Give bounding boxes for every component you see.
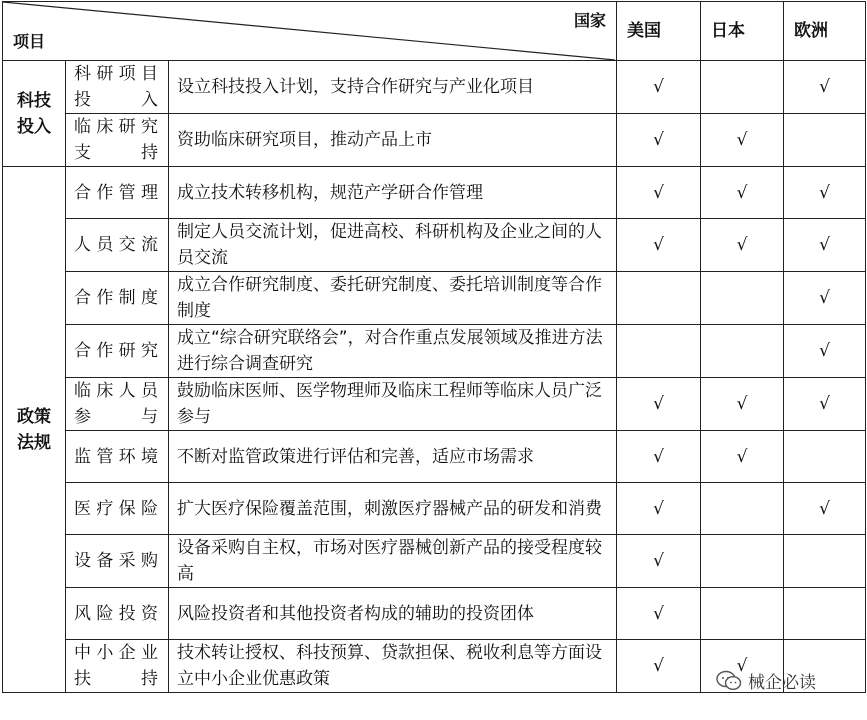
check-cell-usa bbox=[617, 325, 701, 378]
check-cell-europe bbox=[784, 114, 866, 167]
table-row bbox=[3, 167, 866, 219]
check-cell-japan bbox=[701, 483, 784, 535]
subcategory-cell: 风险投资 bbox=[66, 588, 169, 640]
check-cell-japan bbox=[701, 588, 784, 640]
table-row bbox=[3, 219, 866, 272]
check-cell-japan bbox=[701, 272, 784, 325]
check-cell-usa: √ bbox=[617, 167, 701, 219]
check-cell-europe: √ bbox=[784, 378, 866, 431]
description-cell: 成立技术转移机构，规范产学研合作管理 bbox=[169, 167, 617, 219]
description-cell: 成立“综合研究联络会”，对合作重点发展领域及推进方法进行综合调查研究 bbox=[169, 325, 617, 378]
table-row bbox=[3, 588, 866, 640]
subcategory-cell: 合作管理 bbox=[66, 167, 169, 219]
check-cell-europe: √ bbox=[784, 61, 866, 114]
check-cell-japan bbox=[701, 325, 784, 378]
item-header-label: 项目 bbox=[13, 32, 46, 51]
table-row bbox=[3, 431, 866, 483]
category-cell: 科技 投入 bbox=[3, 61, 66, 167]
subcategory-cell: 中小企业扶持 bbox=[66, 640, 169, 693]
table-row bbox=[3, 535, 866, 588]
check-cell-usa: √ bbox=[617, 588, 701, 640]
description-cell: 设备采购自主权，市场对医疗器械创新产品的接受程度较高 bbox=[169, 535, 617, 588]
subcategory-cell: 临床人员参与 bbox=[66, 378, 169, 431]
check-cell-usa: √ bbox=[617, 431, 701, 483]
subcategory-cell: 设备采购 bbox=[66, 535, 169, 588]
check-cell-usa bbox=[617, 272, 701, 325]
description-cell: 不断对监管政策进行评估和完善，适应市场需求 bbox=[169, 431, 617, 483]
table-row bbox=[3, 272, 866, 325]
subcategory-cell: 人员交流 bbox=[66, 219, 169, 272]
wechat-icon bbox=[716, 670, 742, 692]
check-cell-europe bbox=[784, 588, 866, 640]
description-cell: 鼓励临床医师、医学物理师及临床工程师等临床人员广泛参与 bbox=[169, 378, 617, 431]
check-cell-europe bbox=[784, 431, 866, 483]
subcategory-cell: 合作研究 bbox=[66, 325, 169, 378]
description-cell: 风险投资者和其他投资者构成的辅助的投资团体 bbox=[169, 588, 617, 640]
watermark bbox=[716, 668, 816, 693]
table-row bbox=[3, 61, 866, 114]
check-cell-japan: √ bbox=[701, 219, 784, 272]
table-row bbox=[3, 378, 866, 431]
diagonal-header-cell bbox=[3, 2, 617, 61]
category-cell: 政策 法规 bbox=[3, 167, 66, 693]
check-cell-usa: √ bbox=[617, 483, 701, 535]
check-cell-europe: √ bbox=[784, 483, 866, 535]
country-header-label: 国家 bbox=[574, 11, 607, 30]
table-row bbox=[3, 483, 866, 535]
subcategory-cell: 监管环境 bbox=[66, 431, 169, 483]
check-cell-usa: √ bbox=[617, 219, 701, 272]
check-cell-usa: √ bbox=[617, 535, 701, 588]
description-cell: 扩大医疗保险覆盖范围，刺激医疗器械产品的研发和消费 bbox=[169, 483, 617, 535]
watermark-text: 械企必读 bbox=[748, 673, 816, 693]
check-cell-japan: √ bbox=[701, 431, 784, 483]
country-europe: 欧洲 bbox=[784, 2, 866, 61]
description-cell: 资助临床研究项目，推动产品上市 bbox=[169, 114, 617, 167]
header-row bbox=[3, 2, 866, 61]
country-japan: 日本 bbox=[701, 2, 784, 61]
check-cell-japan bbox=[701, 535, 784, 588]
check-cell-japan: √ bbox=[701, 378, 784, 431]
check-cell-usa: √ bbox=[617, 114, 701, 167]
check-cell-europe: √ bbox=[784, 325, 866, 378]
description-cell: 设立科技投入计划，支持合作研究与产业化项目 bbox=[169, 61, 617, 114]
check-cell-usa: √ bbox=[617, 378, 701, 431]
description-cell: 技术转让授权、科技预算、贷款担保、税收利息等方面设立中小企业优惠政策 bbox=[169, 640, 617, 693]
description-cell: 成立合作研究制度、委托研究制度、委托培训制度等合作制度 bbox=[169, 272, 617, 325]
check-cell-japan: √ bbox=[701, 640, 784, 693]
check-cell-usa: √ bbox=[617, 61, 701, 114]
subcategory-cell: 合作制度 bbox=[66, 272, 169, 325]
diagonal-line bbox=[3, 2, 615, 60]
check-cell-japan bbox=[701, 61, 784, 114]
check-cell-europe: √ bbox=[784, 272, 866, 325]
check-cell-usa: √ bbox=[617, 640, 701, 693]
check-cell-europe: √ bbox=[784, 219, 866, 272]
subcategory-cell: 医疗保险 bbox=[66, 483, 169, 535]
check-cell-japan: √ bbox=[701, 167, 784, 219]
check-cell-europe: √ bbox=[784, 167, 866, 219]
check-cell-japan: √ bbox=[701, 114, 784, 167]
country-usa: 美国 bbox=[617, 2, 701, 61]
policy-table bbox=[2, 1, 866, 693]
subcategory-cell: 临床研究支持 bbox=[66, 114, 169, 167]
check-cell-europe bbox=[784, 535, 866, 588]
table-row bbox=[3, 114, 866, 167]
subcategory-cell: 科研项目投入 bbox=[66, 61, 169, 114]
description-cell: 制定人员交流计划，促进高校、科研机构及企业之间的人员交流 bbox=[169, 219, 617, 272]
table-row bbox=[3, 325, 866, 378]
